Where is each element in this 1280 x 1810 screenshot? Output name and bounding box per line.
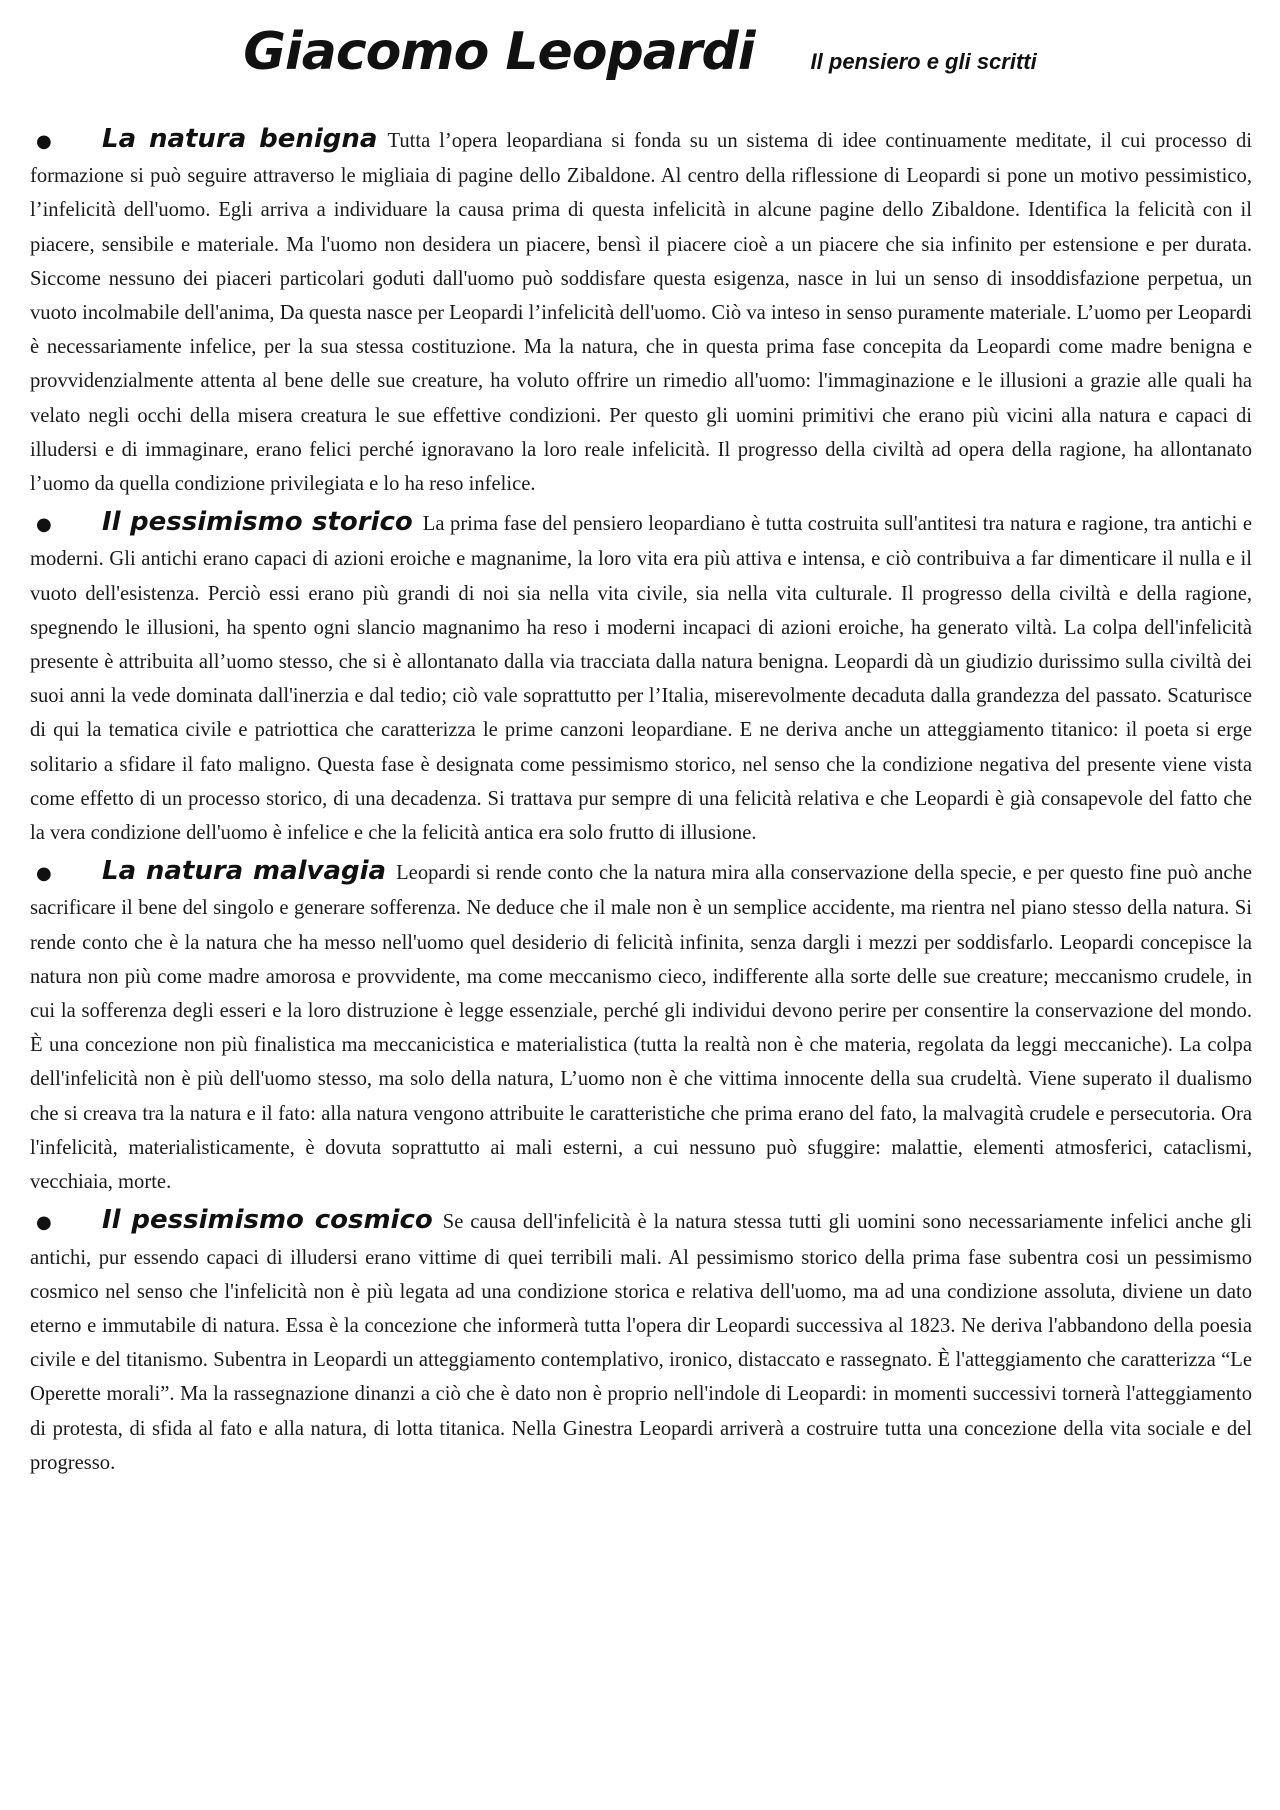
bullet-marker: ● — [36, 863, 52, 885]
section-text: Leopardi si rende conto che la natura mira alla conservazione della specie, e per questo fine può anche sacrificare il bene del singolo e generare sofferenza. Ne deduce che il male non è un semplice accidente, ma rientra nel piano stesso della natura. Si rende conto che è la natura che ha messo nell'uomo quel desiderio di felicità infinita, senza dargli i mezzi per soddisfarlo. Leopardi concepisce la natura non più come madre amorosa e provvidente, ma come meccanismo cieco, indifferente alla sorte delle sue creature; meccanismo crudele, in cui la sofferenza degli esseri e la loro distruzione è legge essenziale, perché gli individui devono perire per consentire la conservazione del mondo. È una concezione non più finalistica ma meccanicistica e materialistica (tutta la realtà non è che materia, regolata da leggi meccaniche). La colpa dell'infelicità non è più dell'uomo stesso, ma solo della natura, L’uomo non è che vittima innocente della sua crudeltà. Viene superato il dualismo che si creava tra la natura e il fato: alla natura vengono attribuite le caratteristiche che prima erano del fato, la malvagità crudele e persecutoria. Ora l'infelicità, materialisticamente, è dovuta soprattutto ai mali esterni, a cui nessuno può sfuggire: malattie, elementi atmosferici, cataclismi, vecchiaia, morte. — [30, 862, 1252, 1194]
document-body — [30, 122, 1252, 1480]
page-title: Giacomo Leopardi — [243, 22, 755, 82]
section-text: Tutta l’opera leopardiana si fonda su un sistema di idee continuamente meditate, il cui processo di formazione si può seguire attraverso le migliaia di pagine dello Zibaldone. Al centro della riflessione di Leopardi si pone un motivo pessimistico, l’infelicità dell'uomo. Egli arriva a individuare la causa prima di questa infelicità in alcune pagine dello Zibaldone. Identifica la felicità con il piacere, sensibile e materiale. Ma l'uomo non desidera un piacere, bensì il piacere cioè a un piacere che sia infinito per estensione e per durata. Siccome nessuno dei piaceri particolari goduti dall'uomo può soddisfare questa esigenza, nasce in lui un senso di insoddisfazione perpetua, un vuoto incolmabile dell'anima, Da questa nasce per Leopardi l’infelicità dell'uomo. Ciò va inteso in senso puramente materiale. L’uomo per Leopardi è necessariamente infelice, per la sua stessa costituzione. Ma la natura, che in questa prima fase concepita da Leopardi come madre benigna e provvidenzialmente attenta al bene delle sue creature, ha voluto offrire un rimedio all'uomo: l'immaginazione e le illusioni a grazie alle quali ha velato negli occhi della misera creatura le sue effettive condizioni. Per questo gli uomini primitivi che erano più vicini alla natura e capaci di illudersi e di immaginare, erano felici perché ignoravano la loro reale infelicità. Il progresso della civiltà ad opera della ragione, ha allontanato l’uomo da quella condizione privilegiata e lo ha reso infelice. — [30, 130, 1252, 496]
section-pessimismo-storico — [30, 505, 1252, 850]
section-heading: La natura benigna — [102, 124, 378, 154]
section-natura-malvagia — [30, 854, 1252, 1199]
bullet-marker: ● — [36, 131, 52, 152]
section-heading: Il pessimismo cosmico — [102, 1205, 433, 1236]
section-text: La prima fase del pensiero leopardiano è tutta costruita sull'antitesi tra natura e ragione, tra antichi e moderni. Gli antichi erano capaci di azioni eroiche e magnanime, la loro vita era più attiva e intensa, e ciò contribuiva a far dimenticare il nulla e il vuoto dell'esistenza. Perciò essi erano più grandi di noi sia nella vita civile, sia nella vita culturale. Il progresso della civiltà e della ragione, spegnendo le illusioni, ha spento ogni slancio magnanimo ha reso i moderni incapaci di azioni eroiche, ha generato viltà. La colpa dell'infelicità presente è attribuita all’uomo stesso, che si è allontanato dalla via tracciata dalla natura benigna. Leopardi dà un giudizio durissimo sulla civiltà dei suoi anni la vede dominata dall'inerzia e dal tedio; ciò vale soprattutto per l’Italia, miserevolmente decaduta dalla grandezza del passato. Scaturisce di qui la tematica civile e patriottica che caratterizza le prime canzoni leopardiane. E ne deriva anche un atteggiamento titanico: il poeta si erge solitario a sfidare il fato maligno. Questa fase è designata come pessimismo storico, nel senso che la condizione negativa del presente viene vista come effetto di un processo storico, di una decadenza. Si trattava pur sempre di una felicità relativa e che Leopardi è già consapevole del fatto che la vera condizione dell'uomo è infelice e che la felicità antica era solo frutto di illusione. — [30, 513, 1252, 845]
section-text: Se causa dell'infelicità è la natura stessa tutti gli uomini sono necessariamente infelici anche gli antichi, pur essendo capaci di illudersi erano vittime di quei terribili mali. Al pessimismo storico della prima fase subentra cosi un pessimismo cosmico nel senso che l'infelicità non è più legata ad una condizione storica e relativa dell'uomo, ma ad una condizione assoluta, diviene un dato eterno e immutabile di natura. Essa è la concezione che informerà tutta l'opera dir Leopardi successiva al 1823. Ne deriva l'abbandono della poesia civile e del titanismo. Subentra in Leopardi un atteggiamento contemplativo, ironico, distaccato e rassegnato. È l'atteggiamento che caratterizza “Le Operette morali”. Ma la rassegnazione dinanzi a ciò che è dato non è proprio nell'indole di Leopardi: in momenti successivi tornerà l'atteggiamento di protesta, di sfida al fato e alla natura, di lotta titanica. Nella Ginestra Leopardi arriverà a costruire tutta una concezione della vita sociale e del progresso. — [30, 1211, 1252, 1474]
section-heading: La natura malvagia — [102, 856, 387, 887]
bullet-marker: ● — [36, 1212, 52, 1234]
section-heading: Il pessimismo storico — [102, 507, 413, 538]
section-natura-benigna — [30, 122, 1252, 501]
bullet-marker: ● — [36, 514, 52, 536]
section-pessimismo-cosmico — [30, 1203, 1252, 1480]
page-subtitle: Il pensiero e gli scritti — [810, 49, 1037, 74]
document-header — [0, 22, 1280, 102]
